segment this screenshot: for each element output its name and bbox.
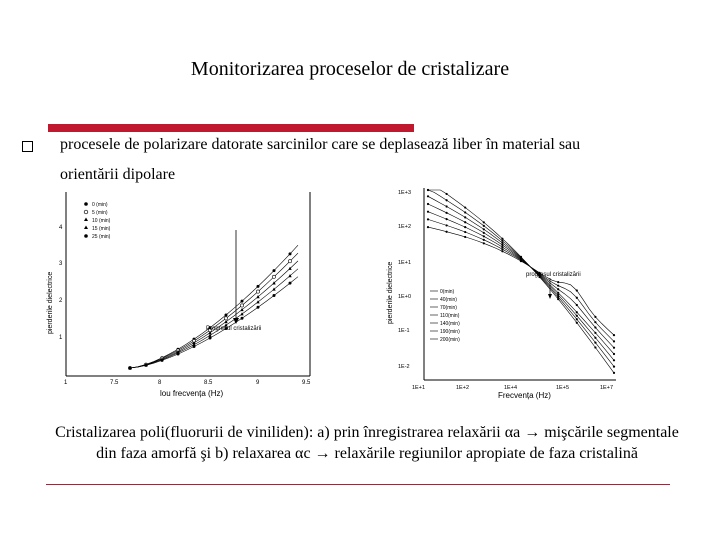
plot-b-marker (464, 221, 466, 223)
plot-a-marker (257, 285, 260, 288)
slide-title: Monitorizarea proceselor de cristalizare (190, 58, 510, 80)
plot-b-marker (427, 226, 429, 228)
plot-a-marker (209, 336, 212, 339)
plot-b-legend-item: 40(min) (440, 297, 457, 303)
plot-a-curve (130, 245, 298, 368)
plot-a-curves (128, 245, 298, 369)
plot-b-marker (594, 326, 596, 328)
plot-a-marker (256, 290, 259, 293)
plot-b-marker (576, 318, 578, 320)
plot-a-legend-item: 15 (min) (92, 226, 111, 232)
plot-a-marker (129, 367, 132, 370)
plot-b-marker (446, 218, 448, 220)
plot-b-marker (557, 296, 559, 298)
plot-b-xtick: 1E+2 (456, 385, 469, 391)
caption-line-1: Cristalizarea poli(fluorurii de viniliden): a) prin înregistrarea relaxării αa → mişcările segmentale (55, 424, 679, 441)
plot-b-marker (427, 211, 429, 213)
plot-b-marker (576, 315, 578, 317)
bullet-text (60, 130, 678, 190)
plot-b-marker (483, 228, 485, 230)
plot-a-marker (177, 353, 180, 356)
plot-b-marker (446, 212, 448, 214)
plot-b-ytick: 1E-1 (398, 328, 410, 334)
plot-b-yticks (398, 190, 411, 370)
plot-a-marker (241, 300, 244, 303)
plot-b-marker (557, 292, 559, 294)
caption-line-2: din faza amorfă şi b) relaxarea αc → relaxările regiunilor apropiate de faza cristalină (96, 445, 638, 462)
plot-b-marker (483, 242, 485, 244)
plot-a-xtick: 9 (256, 380, 260, 386)
plot-b-marker (483, 235, 485, 237)
plot-b-xtick: 1E+5 (556, 385, 569, 391)
plot-a-marker (241, 317, 244, 320)
plot-b-marker (483, 225, 485, 227)
figure-panel (40, 184, 620, 400)
plot-b-marker (501, 242, 503, 244)
plot-a-xtick: 9.5 (302, 380, 311, 386)
plot-a-marker (224, 320, 227, 323)
plot-b-marker (483, 232, 485, 234)
plot-b-marker (427, 195, 429, 197)
plot-b-ytick: 1E+0 (398, 294, 411, 300)
plot-b-marker (594, 342, 596, 344)
plot-b-xtick: 1E+4 (504, 385, 517, 391)
plot-a-marker (224, 317, 227, 320)
plot-a-marker (272, 275, 275, 278)
plot-b-legend-item: 200(min) (440, 337, 460, 343)
plot-b-marker (446, 231, 448, 233)
plot-b-marker (464, 211, 466, 213)
plot-a-legend-item: 10 (min) (92, 218, 111, 224)
plot-a-marker (289, 282, 292, 285)
plot-b-marker (464, 216, 466, 218)
plot-b-ytick: 1E+2 (398, 224, 411, 230)
plot-b-ytick: 1E-2 (398, 364, 410, 370)
plot-b-legend-item: 140(min) (440, 321, 460, 327)
plot-a (47, 192, 311, 398)
plot-a-xtick: 8.5 (204, 380, 213, 386)
plot-b-marker (501, 248, 503, 250)
plot-a-marker (240, 304, 243, 307)
plot-b-marker (483, 221, 485, 223)
bottom-divider (46, 484, 670, 485)
plot-a-marker (145, 364, 148, 367)
plot-a-legend (84, 202, 111, 240)
plot-b-marker (446, 193, 448, 195)
plot-a-ytick: 2 (59, 298, 63, 304)
plot-b-legend-item: 190(min) (440, 329, 460, 335)
plot-a-xtick: 7.5 (110, 380, 119, 386)
plot-a-marker (161, 359, 164, 362)
plot-b-marker (501, 238, 503, 240)
plot-b-marker (464, 206, 466, 208)
plot-b-marker (446, 199, 448, 201)
plot-b-marker (613, 353, 615, 355)
plot-a-marker (273, 269, 276, 272)
plot-a-legend-item: 25 (min) (92, 234, 111, 240)
plot-b-marker (576, 304, 578, 306)
plot-a-marker (273, 294, 276, 297)
plot-b-marker (427, 203, 429, 205)
plot-b-legend (430, 289, 460, 343)
plot-a-legend-item: 5 (min) (92, 210, 108, 216)
plot-b-xlabel: Frecvența (Hz) (498, 391, 551, 400)
plot-b-ylabel: pierderile dielectrice (387, 261, 394, 324)
plot-a-ytick: 1 (59, 335, 63, 341)
plot-b-marker (501, 240, 503, 242)
plot-a-marker (193, 345, 196, 348)
bullet-line-1: procesele de polarizare datorate sarcinilor care se deplasează liber în material sau (60, 136, 581, 153)
plot-b-curve (428, 212, 614, 348)
plot-a-marker (288, 260, 291, 263)
plot-a-legend-item: 0 (min) (92, 202, 108, 208)
plot-b-marker (576, 311, 578, 313)
plot-b-marker (427, 189, 429, 191)
plot-b-marker (613, 340, 615, 342)
plot-a-ytick: 4 (59, 225, 63, 231)
plot-b-xtick: 1E+7 (600, 385, 613, 391)
plot-b-marker (576, 289, 578, 291)
plot-b-marker (446, 224, 448, 226)
figure-caption (14, 422, 720, 464)
plot-a-marker (225, 313, 228, 316)
plot-b-marker (557, 294, 559, 296)
plot-b-marker (613, 334, 615, 336)
plot-b-marker (613, 366, 615, 368)
plot-b-ytick: 1E+3 (398, 190, 411, 196)
plot-b-marker (594, 316, 596, 318)
plot-a-xticks (64, 380, 311, 386)
plot-a-annotation: Progresul cristalizării (206, 326, 262, 332)
plot-a-xtick: 8 (158, 380, 162, 386)
plot-b-marker (501, 246, 503, 248)
plot-b-marker (613, 347, 615, 349)
plot-b (387, 188, 616, 400)
plot-b-marker (427, 218, 429, 220)
plot-b-marker (520, 260, 522, 262)
plot-b-marker (576, 297, 578, 299)
plot-a-yticks (59, 225, 63, 341)
plot-b-marker (464, 226, 466, 228)
plot-b-marker (576, 322, 578, 324)
plot-b-marker (613, 372, 615, 374)
plot-b-marker (594, 337, 596, 339)
plot-b-marker (464, 231, 466, 233)
plot-a-ytick: 3 (59, 261, 63, 267)
plot-b-curve (428, 196, 614, 360)
plot-b-legend-item: 0(min) (440, 289, 455, 295)
plot-a-ylabel: pierderile dielectrice (47, 271, 54, 334)
plot-b-marker (557, 288, 559, 290)
plot-b-marker (594, 332, 596, 334)
plot-b-marker (594, 346, 596, 348)
plot-b-marker (557, 285, 559, 287)
bullet-line-2: orientării dipolare (60, 166, 176, 183)
bullet-marker (22, 141, 33, 152)
plot-b-marker (464, 236, 466, 238)
plot-b-legend-item: 70(min) (440, 305, 457, 311)
plot-a-xtick: 1 (64, 380, 68, 386)
plot-b-marker (613, 359, 615, 361)
plot-b-marker (483, 239, 485, 241)
plot-b-marker (501, 250, 503, 252)
plot-b-curves (427, 189, 615, 374)
plot-b-annotation: progresul cristalizării (526, 272, 581, 278)
plot-b-ytick: 1E+1 (398, 260, 411, 266)
plot-a-xlabel: lou frecvența (Hz) (160, 389, 224, 398)
plot-b-marker (557, 281, 559, 283)
plot-b-legend-item: 110(min) (440, 313, 460, 319)
plot-b-marker (501, 244, 503, 246)
plot-b-xtick: 1E+1 (412, 385, 425, 391)
plot-a-marker (240, 312, 243, 315)
plot-b-marker (446, 205, 448, 207)
plot-b-marker (594, 321, 596, 323)
plot-a-marker (289, 252, 292, 255)
plot-a-marker (257, 306, 260, 309)
figure-svg (40, 184, 620, 400)
